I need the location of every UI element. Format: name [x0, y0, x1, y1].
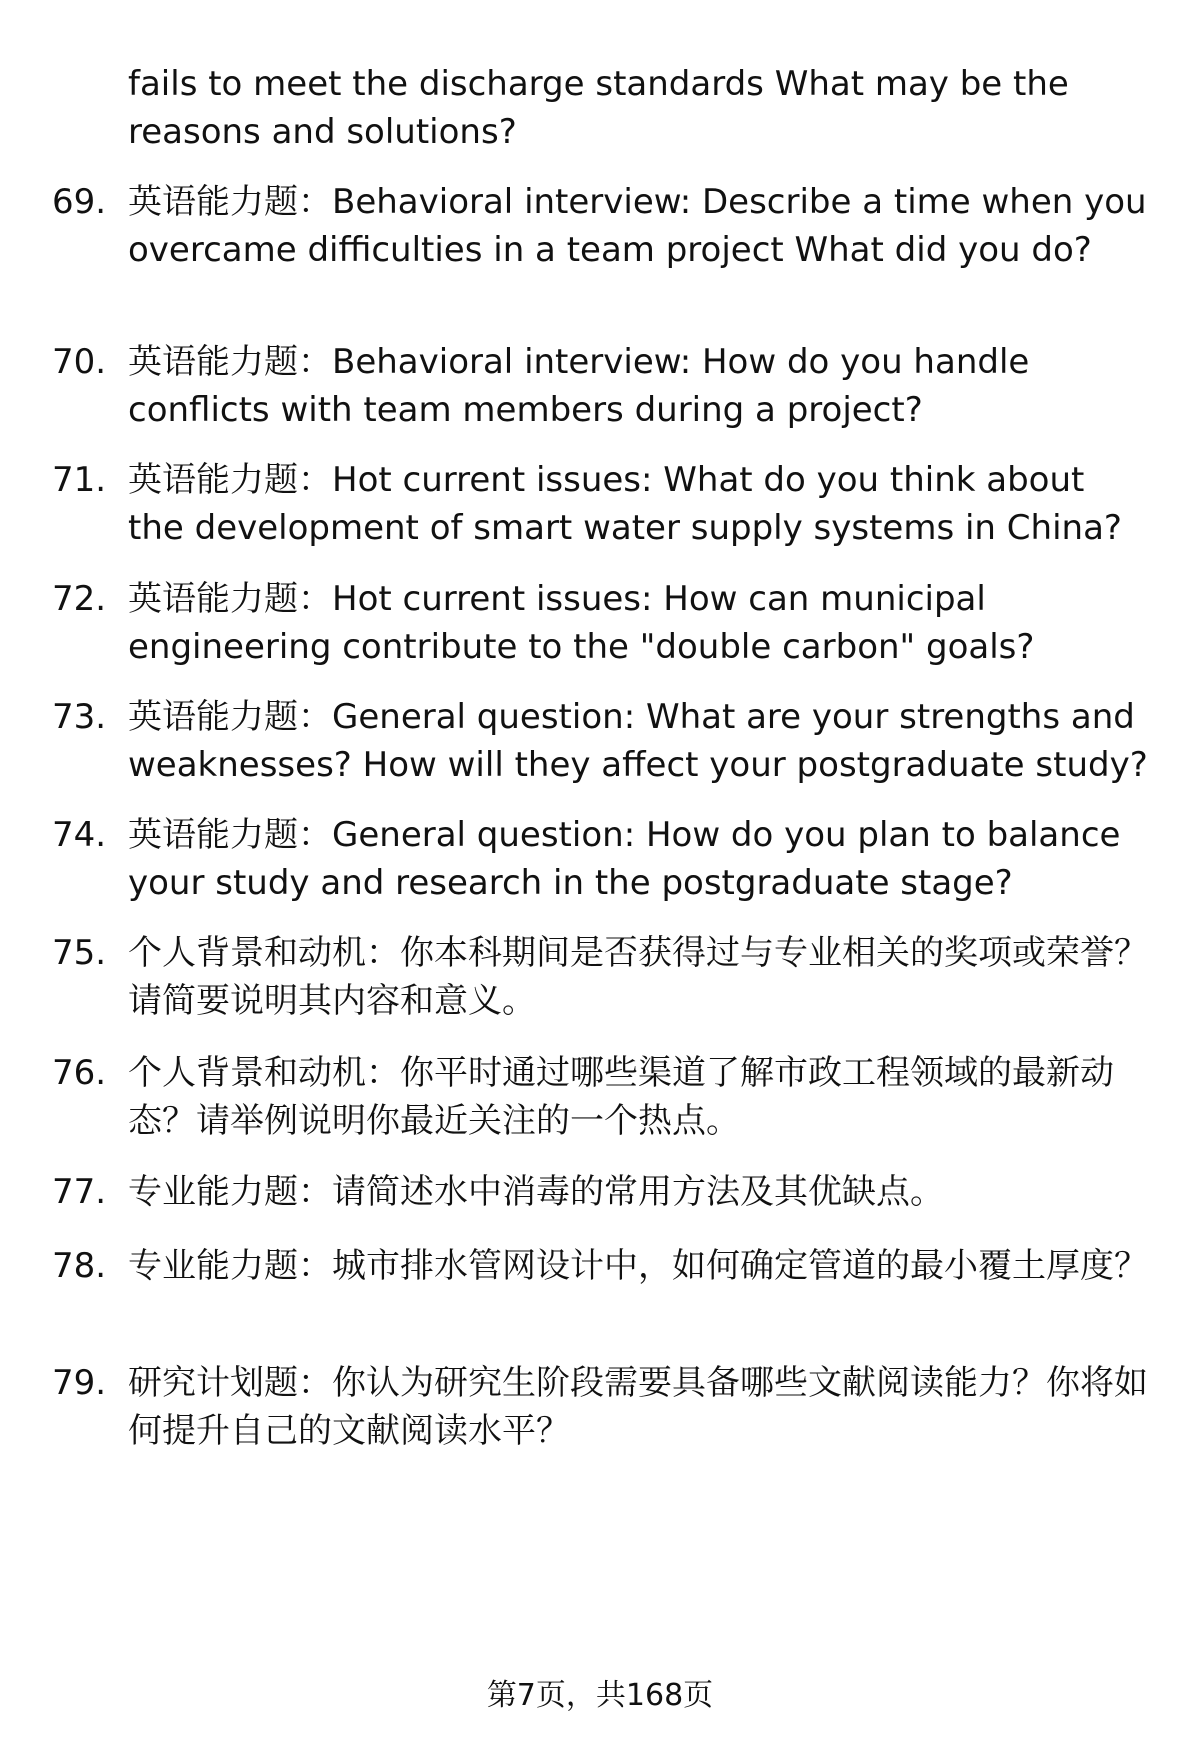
question-body: General question: How do you plan to balance your study and research in the postgraduate stage?: [128, 815, 1121, 903]
list-item: [52, 811, 1162, 907]
question-text: [128, 1359, 1148, 1455]
question-text: [128, 1168, 1148, 1216]
question-text: [128, 693, 1148, 789]
question-text: [128, 178, 1148, 274]
question-category: 英语能力题：: [128, 697, 332, 737]
question-body: Hot current issues: What do you think about the development of smart water supply systems in China?: [128, 460, 1122, 548]
question-category: 英语能力题：: [128, 342, 332, 382]
question-text: [128, 338, 1148, 434]
question-body: 城市排水管网设计中，如何确定管道的最小覆土厚度？: [332, 1246, 1148, 1286]
question-body: General question: What are your strengths and weaknesses? How will they affect your postgraduate study?: [128, 697, 1148, 785]
list-item: [52, 178, 1162, 274]
question-body: 请简述水中消毒的常用方法及其优缺点。: [332, 1172, 944, 1212]
question-number: 73.: [52, 697, 107, 737]
question-number: 71.: [52, 460, 107, 500]
question-number: 70.: [52, 342, 107, 382]
question-body: 你认为研究生阶段需要具备哪些文献阅读能力？你将如何提升自己的文献阅读水平？: [128, 1363, 1148, 1451]
question-category: 个人背景和动机：: [128, 1053, 400, 1093]
question-category: 英语能力题：: [128, 460, 332, 500]
list-item: [52, 1242, 1162, 1290]
list-item: [52, 456, 1162, 552]
question-number: 74.: [52, 815, 107, 855]
question-category: 专业能力题：: [128, 1246, 332, 1286]
question-category: 研究计划题：: [128, 1363, 332, 1403]
question-number: 75.: [52, 933, 107, 973]
question-text: [128, 575, 1148, 671]
question-body: 你平时通过哪些渠道了解市政工程领域的最新动态？请举例说明你最近关注的一个热点。: [128, 1053, 1114, 1141]
list-item: [52, 338, 1162, 434]
question-number: 79.: [52, 1363, 107, 1403]
question-body: Behavioral interview: Describe a time when you overcame difficulties in a team project What did you do?: [128, 182, 1147, 270]
question-number: 72.: [52, 579, 107, 619]
question-category: 英语能力题：: [128, 579, 332, 619]
question-text: [128, 929, 1148, 1025]
list-item: [52, 693, 1162, 789]
question-body: Behavioral interview: How do you handle conflicts with team members during a project?: [128, 342, 1030, 430]
question-category: 个人背景和动机：: [128, 933, 400, 973]
continued-question-text: fails to meet the discharge standards What may be the reasons and solutions?: [128, 64, 1080, 152]
list-item: [52, 1168, 1162, 1216]
question-body: 你本科期间是否获得过与专业相关的奖项或荣誉？请简要说明其内容和意义。: [128, 933, 1148, 1021]
question-number: 76.: [52, 1053, 107, 1093]
question-body: Hot current issues: How can municipal engineering contribute to the "double carbon" goals?: [128, 579, 1035, 667]
question-number: 77.: [52, 1172, 107, 1212]
question-category: 专业能力题：: [128, 1172, 332, 1212]
question-text: [128, 456, 1148, 552]
question-category: 英语能力题：: [128, 815, 332, 855]
page-footer: 第7页，共168页: [486, 1678, 714, 1713]
question-text: [128, 1242, 1148, 1290]
question-number: 78.: [52, 1246, 107, 1286]
list-item: [52, 929, 1162, 1025]
list-item: [52, 575, 1162, 671]
question-category: 英语能力题：: [128, 182, 332, 222]
list-item: [52, 1359, 1162, 1455]
list-item: [52, 1049, 1162, 1145]
question-text: [128, 811, 1148, 907]
question-text: [128, 1049, 1148, 1145]
question-number: 69.: [52, 182, 107, 222]
